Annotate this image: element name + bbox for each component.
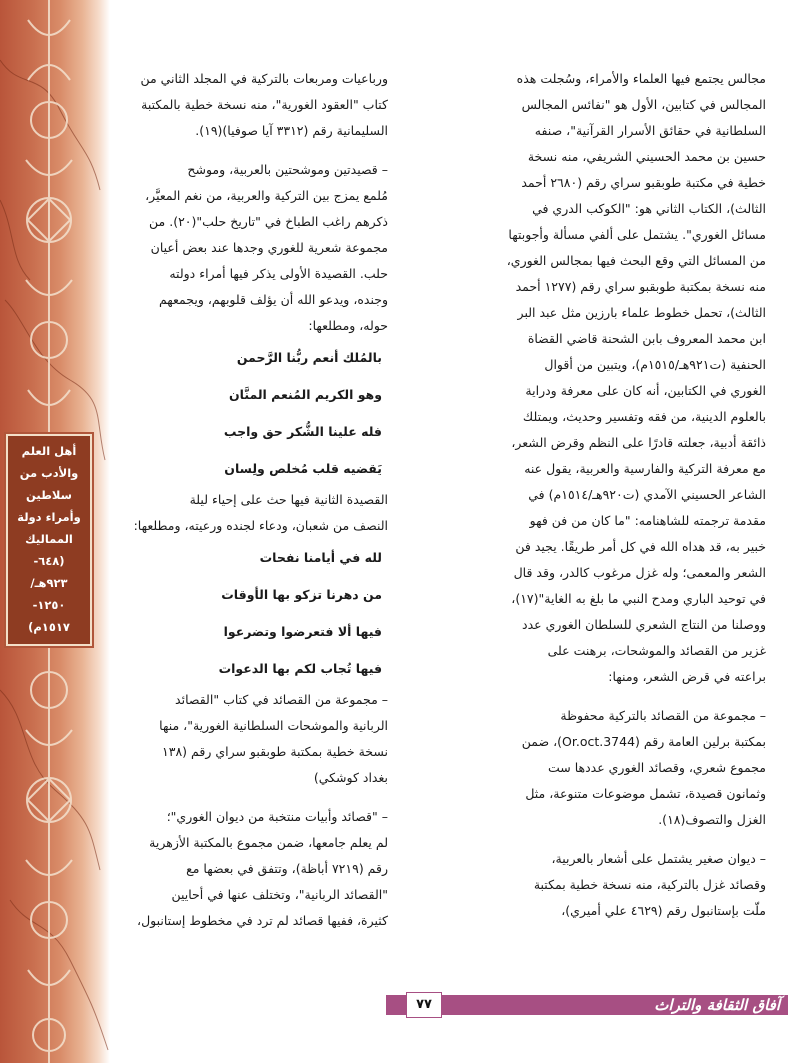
paragraph bbox=[104, 687, 388, 791]
section-tag-line: ١٥١٧م) bbox=[28, 620, 70, 634]
text-line: خطية في مكتبة طوبقبو سراي رقم (٢٦٨٠ أحمد bbox=[521, 175, 766, 190]
poem-verse: فيها ألا فتعرضوا وتضرعوا bbox=[223, 624, 382, 639]
text-line: بغداد كوشكي) bbox=[313, 770, 388, 785]
left-text-column bbox=[104, 66, 388, 934]
text-line: نسخة خطية بمكتبة طوبقبو سراي رقم (١٣٨ bbox=[162, 744, 388, 759]
text-line: – مجموعة من القصائد في كتاب "القصائد bbox=[175, 692, 388, 707]
text-line: كثيرة، ففيها قصائد لم ترد في مخطوط إستانبول، bbox=[137, 913, 388, 928]
text-line: "القصائد الربانية"، وتختلف عنها في أحايين bbox=[171, 887, 388, 902]
text-line: خبير به، قد هداه الله في كل أمر طريقًا. يجيد فن bbox=[515, 539, 766, 554]
text-line: ذائقة أدبية، جعلته قادرًا على النظم وقرض الشعر، bbox=[511, 435, 766, 450]
paragraph bbox=[104, 157, 388, 339]
poem-verse: يَقضيه قلب مُخلص ولِسان bbox=[224, 461, 382, 476]
poem-verse: بالمُلك أنعم ربُّنا الرَّحمن bbox=[236, 350, 382, 365]
text-line: بمكتبة برلين العامة رقم (Or.oct.3744)، ضمن bbox=[521, 734, 766, 749]
paragraph bbox=[404, 703, 766, 833]
section-tag-line: ٩٢٣هـ/ bbox=[30, 576, 68, 590]
text-line: الغزل والتصوف(١٨). bbox=[658, 812, 766, 827]
text-line: براعته في قرض الشعر، ومنها: bbox=[608, 669, 766, 684]
text-line: مقدمة ترجمته للشاهنامه: "ما كان من فن فهو bbox=[529, 513, 766, 528]
text-line: مسائل الغوري". يشتمل على ألفي مسألة وأجوبتها bbox=[508, 227, 766, 242]
text-line: في توحيد الباري ومدح النبي ما بلغ به الغاية"(١٧)، bbox=[511, 591, 766, 606]
text-line: وجنده، ويدعو الله أن يؤلف قلوبهم، ويجمعهم bbox=[158, 292, 388, 307]
paragraph bbox=[404, 66, 766, 690]
text-line: السلطانية في حقائق الأسرار القرآنية"، صنفه bbox=[534, 123, 766, 138]
text-line: الربانية والموشحات السلطانية الغورية"، منها bbox=[159, 718, 388, 733]
text-line: ووصلنا من النتاج الشعري للسلطان الغوري عدد bbox=[522, 617, 766, 632]
text-line: لم يعلم جامعها، ضمن مجموع بالمكتبة الأزهرية bbox=[149, 835, 388, 850]
text-line: الغوري في الكتابين، أنه كان على معرفة ودراية bbox=[525, 383, 766, 398]
page-number: ٧٧ bbox=[406, 992, 442, 1018]
text-line: منه نسخة بمكتبة طوبقبو سراي رقم (١٢٧٧ أحمد bbox=[515, 279, 766, 294]
poem-verse: وهو الكريم المُنعم المنَّان bbox=[229, 387, 382, 402]
text-line: الثالث)، الكتاب الثاني هو: "الكوكب الدري في bbox=[532, 201, 766, 216]
text-line: – ديوان صغير يشتمل على أشعار بالعربية، bbox=[551, 851, 766, 866]
text-line: الحنفية (ت٩٢١هـ/١٥١٥م)، ويتبين من أقوال bbox=[544, 357, 766, 372]
text-line: رقم (٧٢١٩ أباظة)، وتتفق في بعضها مع bbox=[186, 861, 388, 876]
poem-verse: فيها تُجاب لكم بها الدعوات bbox=[218, 661, 382, 676]
text-line: مجموعة شعرية للغوري وجدها عند بعض أعيان bbox=[150, 240, 388, 255]
text-line: كتاب "العقود الغورية"، منه نسخة خطية بالمكتبة bbox=[141, 97, 388, 112]
text-line: القصيدة الثانية فيها حث على إحياء ليلة bbox=[189, 492, 388, 507]
paragraph bbox=[104, 804, 388, 934]
text-line: ابن محمد المعروف بابن الشحنة قاضي القضاة bbox=[527, 331, 766, 346]
text-line: مجالس يجتمع فيها العلماء والأمراء، وسُجلت هذه bbox=[516, 71, 766, 86]
text-line: الشاعر الحسيني الآمدي (ت٩٢٠هـ/١٥١٤م) في bbox=[528, 487, 766, 502]
text-line: مجموع شعري، وقصائد الغوري عددها ست bbox=[547, 760, 766, 775]
text-line: حلب. القصيدة الأولى يذكر فيها أمراء دولته bbox=[169, 266, 388, 281]
text-line: السليمانية رقم (٣٣١٢ آيا صوفيا)(١٩). bbox=[195, 123, 388, 138]
text-line: حسين بن محمد الحسيني الشريفي، منه نسخة bbox=[527, 149, 766, 164]
section-tag-line: المماليك bbox=[25, 532, 73, 546]
text-line: وقصائد غزل بالتركية، منه نسخة خطية بمكتبة bbox=[533, 877, 766, 892]
text-line: حوله، ومطلعها: bbox=[308, 318, 388, 333]
section-tag-line: أهل العلم bbox=[21, 444, 77, 458]
text-line: – "قصائد وأبيات منتخبة من ديوان الغوري"؛ bbox=[166, 809, 388, 824]
text-line: مع معرفة التركية والفارسية والعربية، يقول عنه bbox=[524, 461, 766, 476]
text-line: المجالس في كتابين، الأول هو "نفائس المجالس bbox=[521, 97, 766, 112]
text-line: ملّت بإستانبول رقم (٤٦٢٩ علي أميري)، bbox=[561, 903, 766, 918]
section-tag-line: والأدب من bbox=[19, 466, 79, 480]
section-tag-line: وأمراء دولة bbox=[17, 510, 81, 524]
text-line: ذكرهم راغب الطباخ في "تاريخ حلب"(٢٠). من bbox=[149, 214, 388, 229]
right-text-column bbox=[404, 66, 766, 924]
text-line: النصف من شعبان، ودعاء لجنده ورعيته، ومطلعها: bbox=[133, 518, 388, 533]
text-line: – مجموعة من القصائد بالتركية محفوظة bbox=[560, 708, 766, 723]
text-line: الثالث)، تحمل خطوط علماء بارزين مثل عبد البر bbox=[517, 305, 766, 320]
section-tag-text bbox=[10, 440, 88, 638]
poem-verse: لله في أيامنا نفحات bbox=[259, 550, 382, 565]
section-tag-line: (٦٤٨- bbox=[33, 554, 65, 568]
poem-verse: فله علينا الشُّكر حق واجب bbox=[223, 424, 382, 439]
paragraph bbox=[104, 66, 388, 144]
section-tag-line: سلاطين bbox=[26, 488, 72, 502]
poem-verse: من دهرنا تزكو بها الأوقات bbox=[221, 587, 382, 602]
magazine-title: آفاق الثقافة والتراث bbox=[654, 996, 780, 1014]
text-line: غزير من القصائد والموشحات، برهنت على bbox=[547, 643, 766, 658]
text-line: وثمانون قصيدة، تشمل موضوعات متنوعة، مثل bbox=[525, 786, 766, 801]
paragraph bbox=[404, 846, 766, 924]
text-line: مُلمع يمزج بين التركية والعربية، من نغم المعيَّر، bbox=[145, 188, 388, 203]
text-line: من المسائل التي وقع البحث فيها بمجالس الغوري، bbox=[506, 253, 766, 268]
text-line: بالعلوم الدينية، من فقه وتفسير وحديث، ويمتلك bbox=[522, 409, 766, 424]
text-line: – قصيدتين وموشحتين بالعربية، وموشح bbox=[187, 162, 388, 177]
section-tag-line: ١٢٥٠- bbox=[32, 598, 66, 612]
text-line: ورباعيات ومربعات بالتركية في المجلد الثاني من bbox=[140, 71, 388, 86]
text-line: الشعر والمعمى؛ وله غزل مرغوب كالدر، وقد قال bbox=[513, 565, 766, 580]
paragraph bbox=[104, 487, 388, 539]
